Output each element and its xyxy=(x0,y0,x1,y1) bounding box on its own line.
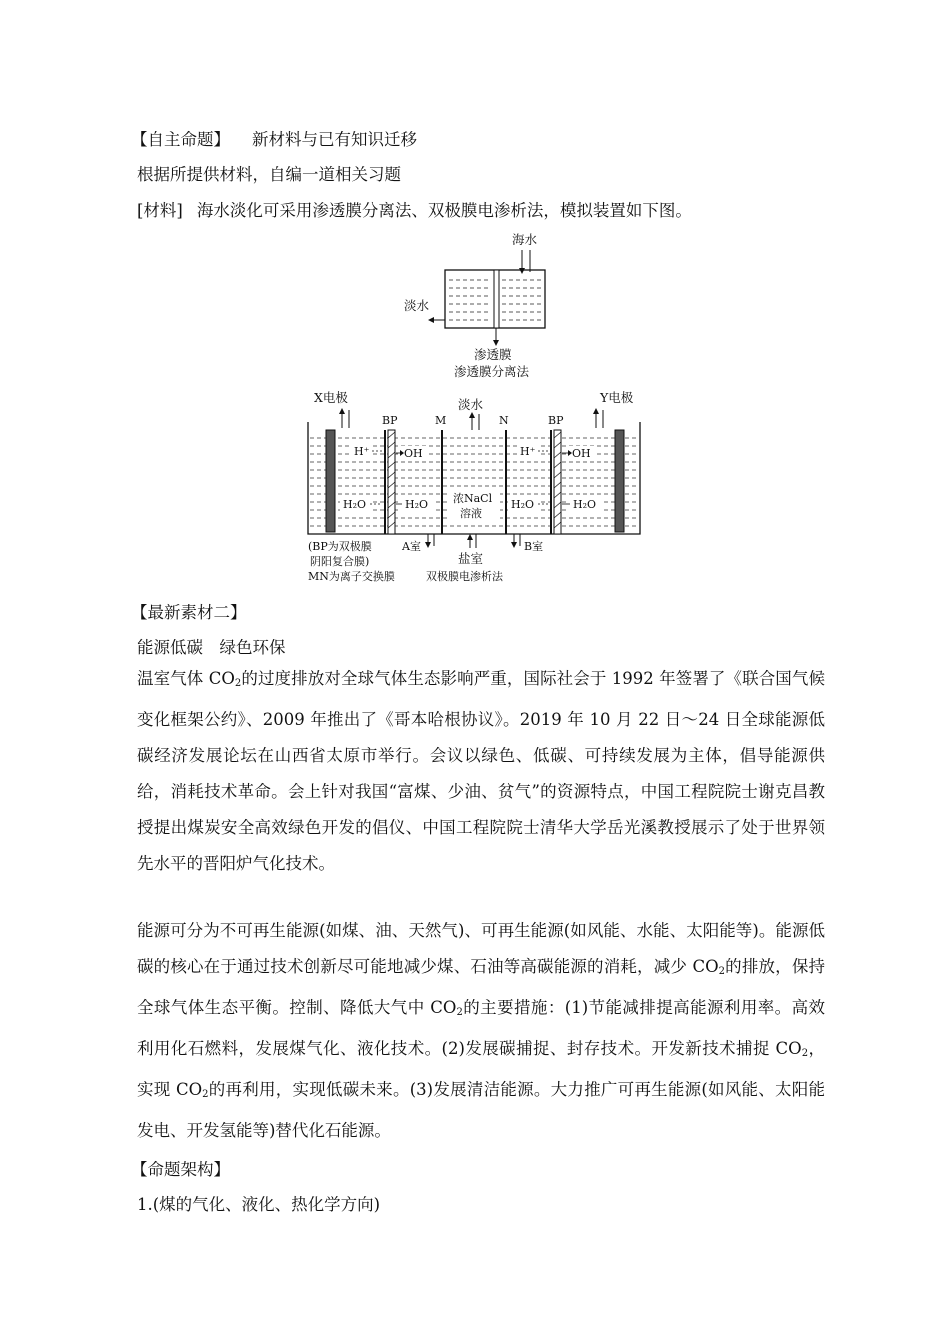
p1-part-a: 温室气体 CO xyxy=(137,669,235,688)
note-line3: MN为离子交换膜 xyxy=(308,570,395,583)
self-question-heading xyxy=(131,126,417,150)
oh-minus-left: OH xyxy=(404,447,423,460)
salt-room-label: 盐室 xyxy=(458,551,484,566)
electrodialysis-diagram xyxy=(300,386,650,586)
paragraph-1 xyxy=(137,661,825,882)
water-right-1: H₂O xyxy=(511,498,535,511)
x-electrode-label: X电极 xyxy=(314,390,348,405)
heading-bracket: 【自主命题】 xyxy=(131,130,230,149)
material-tag: [材料] xyxy=(137,201,183,220)
water-right-2: H₂O xyxy=(573,498,597,511)
m-label: M xyxy=(435,414,447,427)
water-left-1: H₂O xyxy=(343,498,367,511)
framework-item-1: 1.(煤的气化、液化、热化学方向) xyxy=(137,1195,381,1214)
note-line2: 阴阳复合膜) xyxy=(310,555,370,568)
membrane-label: 渗透膜 xyxy=(474,347,512,362)
paragraph-2 xyxy=(137,913,825,1149)
p2-subscript-2: 2 xyxy=(456,1007,463,1018)
room-b-label: B室 xyxy=(524,540,544,553)
p2-part-d: ，实现 CO xyxy=(137,1039,825,1099)
osmosis-membrane-diagram xyxy=(390,228,570,380)
p2-subscript-3: 2 xyxy=(801,1048,809,1059)
nacl-line2: 溶液 xyxy=(460,507,482,520)
p2-subscript-4: 2 xyxy=(202,1089,209,1100)
material-two-subtitle: 能源低碳 绿色环保 xyxy=(137,638,286,657)
p2-part-e: 的再利用，实现低碳未来。(3)发展清洁能源。大力推广可再生能源(如风能、太阳能发电、开发氢能等)替代化石能源。 xyxy=(137,1080,825,1140)
room-a-label: A室 xyxy=(402,540,421,553)
electrodialysis-caption: 双极膜电渗析法 xyxy=(426,570,503,583)
instruction-text: 根据所提供材料，自编一道相关习题 xyxy=(137,165,401,184)
water-left-2: H₂O xyxy=(405,498,429,511)
p2-part-c: 的主要措施：(1)节能减排提高能源利用率。高效利用化石燃料，发展煤气化、液化技术。(2)发展碳捕捉、封存技术。开发新技术捕捉 CO xyxy=(137,998,826,1058)
question-framework-heading: 【命题架构】 xyxy=(131,1160,230,1179)
h-plus-left: H⁺ xyxy=(354,445,370,458)
heading-subtitle: 新材料与已有知识迁移 xyxy=(252,130,417,149)
p2-subscript-1: 2 xyxy=(718,966,725,977)
h-plus-right: H⁺ xyxy=(520,445,536,458)
seawater-label: 海水 xyxy=(512,232,538,247)
bp-left-label: BP xyxy=(382,414,398,427)
p1-subscript: 2 xyxy=(234,678,242,689)
p2-part-b: 的排放，保持全球气体生态平衡。控制、降低大气中 CO xyxy=(137,957,825,1017)
note-line1: (BP为双极膜 xyxy=(308,540,372,553)
freshwater-label: 淡水 xyxy=(404,298,430,313)
n-label: N xyxy=(499,414,509,427)
material-text: 海水淡化可采用渗透膜分离法、双极膜电渗析法，模拟装置如下图。 xyxy=(196,201,692,220)
p2-part-a: 能源可分为不可再生能源(如煤、油、天然气)、可再生能源(如风能、水能、太阳能等)。能源低碳的核心在于通过技术创新尽可能地减少煤、石油等高碳能源的消耗，减少 CO xyxy=(137,921,825,976)
osmosis-caption: 渗透膜分离法 xyxy=(454,364,530,379)
material-line xyxy=(137,197,692,221)
nacl-line1: 浓NaCl xyxy=(453,492,493,505)
bp-right-label: BP xyxy=(548,414,564,427)
material-two-heading: 【最新素材二】 xyxy=(131,603,247,622)
p1-part-b: 的过度排放对全球气体生态影响严重，国际社会于 1992 年签署了《联合国气候变化框架公约》、2009 年推出了《哥本哈根协议》。2019 年 10 月 22 日～24 日全球能源低碳经济发展论坛在山西省太原市举行。会议以绿色、低碳、可持续发展为主体，倡导能源供给，消耗技术革命。会上针对我国“富煤、少油、贫气”的资源特点，中国工程院院士谢克昌教授提出煤炭安全高效绿色开发的倡仪、中国工程院院士清华大学岳光溪教授展示了处于世界领先水平的晋阳炉气化技术。 xyxy=(137,669,826,873)
y-electrode-label: Y电极 xyxy=(600,390,634,405)
freshwater-out-label: 淡水 xyxy=(458,397,484,412)
oh-minus-right: OH xyxy=(572,447,591,460)
